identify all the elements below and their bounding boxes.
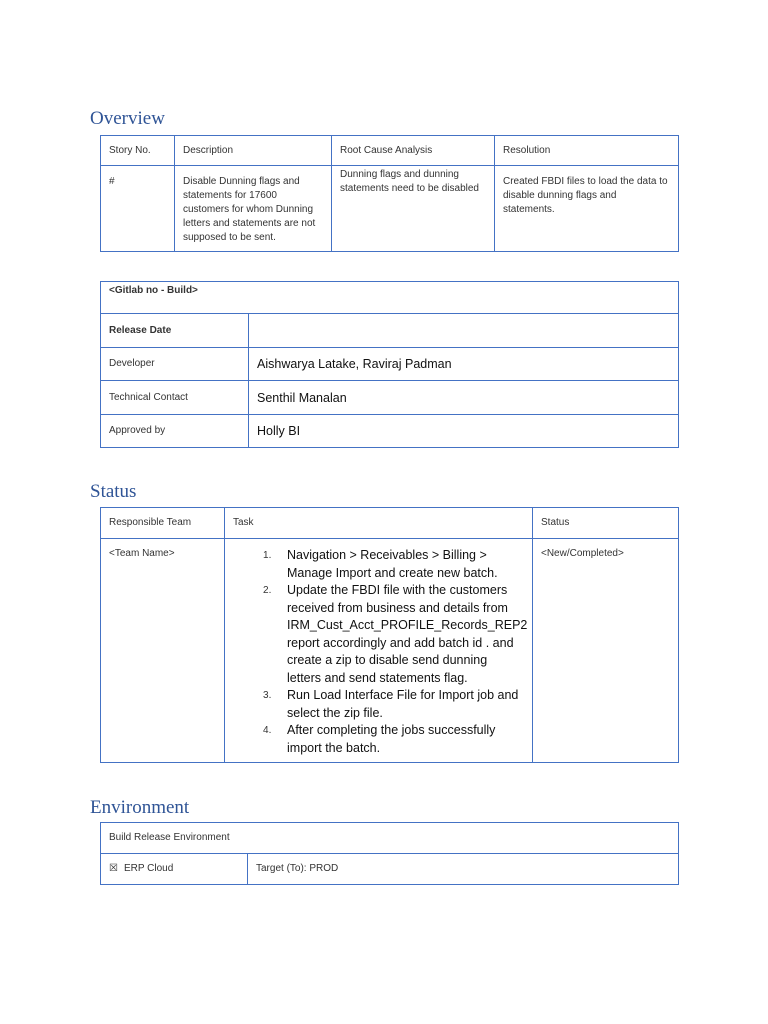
task-item: Run Load Interface File for Import job and select the zip file. — [287, 688, 519, 720]
checkbox-icon[interactable]: ☒ — [109, 863, 118, 874]
approved-by-label: Approved by — [101, 415, 249, 448]
team-name-cell: <Team Name> — [101, 539, 225, 763]
environment-heading: Environment — [90, 797, 190, 818]
developer-label: Developer — [101, 348, 249, 381]
task-item: Navigation > Receivables > Billing > Manage Import and create new batch. — [287, 548, 498, 580]
story-no-cell: # — [101, 166, 175, 252]
header-root-cause: Root Cause Analysis — [332, 136, 495, 166]
header-resolution: Resolution — [495, 136, 679, 166]
developer-value: Aishwarya Latake, Raviraj Padman — [249, 348, 679, 381]
erp-cloud-label: ERP Cloud — [123, 863, 174, 874]
root-cause-cell: Dunning flags and dunning statements need to be disabled — [332, 166, 495, 252]
header-description: Description — [175, 136, 332, 166]
header-story-no: Story No. — [101, 136, 175, 166]
header-responsible-team: Responsible Team — [101, 508, 225, 539]
approved-by-value: Holly BI — [249, 415, 679, 448]
build-table — [100, 281, 679, 448]
status-value-cell: <New/Completed> — [533, 539, 679, 763]
task-list — [233, 547, 528, 757]
task-cell — [225, 539, 533, 763]
gitlab-build-title: <Gitlab no - Build> — [101, 282, 679, 314]
status-heading: Status — [90, 481, 137, 502]
release-date-label: Release Date — [101, 314, 249, 348]
overview-table — [100, 135, 679, 252]
build-release-environment-title: Build Release Environment — [101, 823, 679, 854]
description-cell: Disable Dunning flags and statements for 17600 customers for whom Dunning letters and statements are not supposed to be sent. — [175, 166, 332, 252]
task-item: Update the FBDI file with the customers received from business and details from IRM_Cust_Acct_PROFILE_Records_REP2 report accordingly and add batch id . and create a zip to disable send dunning letters and send statements flag. — [287, 583, 528, 685]
resolution-cell: Created FBDI files to load the data to disable dunning flags and statements. — [495, 166, 679, 252]
task-item: After completing the jobs successfully import the batch. — [287, 723, 496, 755]
status-table — [100, 507, 679, 763]
technical-contact-label: Technical Contact — [101, 381, 249, 415]
erp-cloud-cell — [101, 854, 248, 885]
release-date-value — [249, 314, 679, 348]
overview-heading: Overview — [90, 108, 165, 129]
header-task: Task — [225, 508, 533, 539]
technical-contact-value: Senthil Manalan — [249, 381, 679, 415]
environment-table — [100, 822, 679, 885]
target-cell: Target (To): PROD — [248, 854, 679, 885]
header-status: Status — [533, 508, 679, 539]
